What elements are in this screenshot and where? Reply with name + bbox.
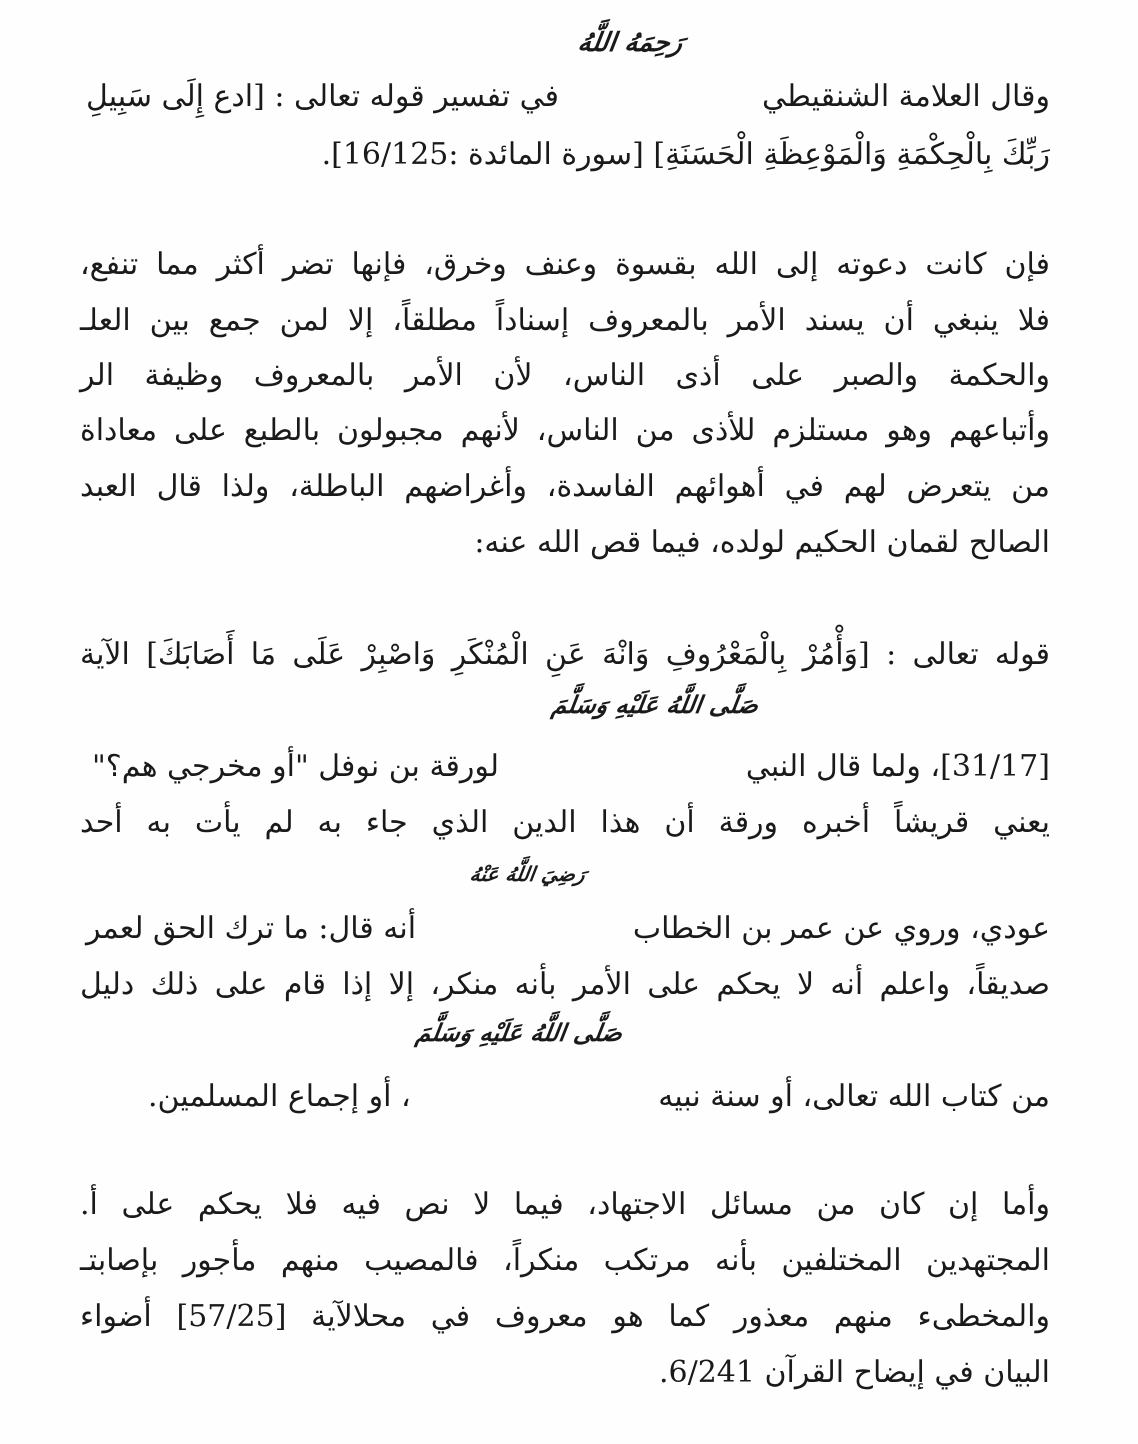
p3-line4-part-b: أنه قال: ما ترك الحق لعمر <box>86 911 417 946</box>
p1-line1-part-a: وقال العلامة الشنقيطي <box>762 79 1050 114</box>
p2-line5: من يتعرض لهم في أهوائهم الفاسدة، وأغراضهم الباطلة، ولذا قال العبد <box>80 469 1050 504</box>
p3-line6-part-b: ، أو إجماع المسلمين. <box>148 1079 411 1114</box>
p2-line2: فلا ينبغي أن يسند الأمر بالمعروف إسناداً مطلقاً، إلا لمن جمع بين العلـ <box>80 303 1050 338</box>
p3-line3: يعني قريشاً أخبره ورقة أن هذا الدين الذي جاء به لم يأت به أحد <box>80 805 1050 840</box>
p3-line6b-wrap <box>148 1068 411 1126</box>
p2-line4: وأتباعهم وهو مستلزم للأذى من الناس، لأنهم مجبولون بالطبع على معاداة <box>80 413 1050 448</box>
p3-line6a-wrap <box>658 1068 1050 1126</box>
p3-line6-part-a: من كتاب الله تعالى، أو سنة نبيه <box>658 1079 1050 1114</box>
p3-line1: قوله تعالى : [وَأْمُرْ بِالْمَعْرُوفِ وَانْهَ عَنِ الْمُنْكَرِ وَاصْبِرْ عَلَى مَا أَصَابَكَ] الآية <box>80 637 1050 672</box>
p1-line1 <box>762 68 1050 126</box>
honorific-salallahu-1: صَلَّى اللَّهُ عَلَيْهِ وَسَلَّمَ <box>549 690 761 719</box>
honorific-radiallahu: رَضِيَ اللَّهُ عَنْهُ <box>468 862 587 886</box>
p3-line4-part-a: عودي، وروي عن عمر بن الخطاب <box>632 911 1050 946</box>
honorific-salallahu-2: صَلَّى اللَّهُ عَلَيْهِ وَسَلَّمَ <box>413 1018 625 1047</box>
p3-line2-part-b: لورقة بن نوفل "أو مخرجي هم؟" <box>92 749 499 784</box>
p1-line1b <box>86 68 559 126</box>
p4-line1: وأما إن كان من مسائل الاجتهاد، فيما لا نص فيه فلا يحكم على أ. <box>80 1187 1050 1222</box>
p3-line4a-wrap <box>633 900 1050 958</box>
p3-line4b-wrap <box>86 900 416 958</box>
honorific-rahimahullah: رَحِمَهُ اللَّهُ <box>575 28 685 58</box>
p4-line3: والمخطىء منهم معذور كما هو معروف في محلالآية [57/25] أضواء <box>80 1299 1050 1334</box>
p2-line1: فإن كانت دعوته إلى الله بقسوة وعنف وخرق، فإنها تضر أكثر مما تنفع، <box>80 247 1050 282</box>
p3-line2-part-a: [31/17]، ولما قال النبي <box>745 749 1050 784</box>
p3-line5: صديقاً، واعلم أنه لا يحكم على الأمر بأنه منكر، إلا إذا قام على ذلك دليل <box>80 967 1050 1002</box>
p4-line4: البيان في إيضاح القرآن 6/241. <box>658 1355 1050 1390</box>
p4-line2: المجتهدين المختلفين بأنه مرتكب منكراً، فالمصيب منهم مأجور بإصابتـ <box>80 1243 1050 1278</box>
p3-line2a-wrap <box>746 738 1050 796</box>
p3-line2b-wrap <box>92 738 499 796</box>
p1-line2: رَبِّكَ بِالْحِكْمَةِ وَالْمَوْعِظَةِ الْحَسَنَةِ] [سورة المائدة :16/125]. <box>321 137 1050 172</box>
p1-line1-part-b: في تفسير قوله تعالى : [ادع إِلَى سَبِيلِ <box>86 79 560 114</box>
p2-line6: الصالح لقمان الحكيم لولده، فيما قص الله عنه: <box>474 525 1050 560</box>
p2-line3: والحكمة والصبر على أذى الناس، لأن الأمر بالمعروف وظيفة الر <box>80 358 1050 393</box>
